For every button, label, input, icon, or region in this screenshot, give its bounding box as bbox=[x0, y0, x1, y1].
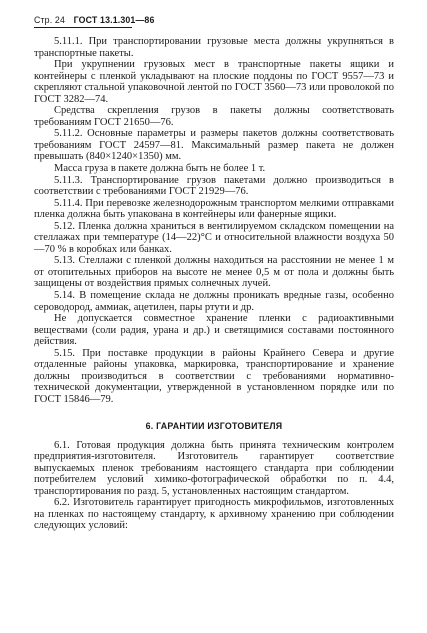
paragraph-5-12: 5.12. Пленка должна храниться в вентилируемом складском помещении на стеллажах при температуре (14—22)°С и относительной влажности воздуха 50—70 % в коробках или банках. bbox=[34, 220, 394, 255]
paragraph-5-11-4: 5.11.4. При перевозке железнодорожным транспортом мелкими отправками пленка должна быть упакована в контейнеры или фанерные ящики. bbox=[34, 197, 394, 221]
paragraph-5-14: 5.14. В помещение склада не должны проникать вредные газы, особенно сероводород, аммиак, ацетилен, пары ртути и др. bbox=[34, 290, 394, 313]
paragraph-5-11-2: 5.11.2. Основные параметры и размеры пакетов должны соответствовать требованиям ГОСТ 24597—81. Максимальный размер пакета не должен превышать (840×1240×1350) мм. bbox=[34, 128, 394, 163]
body-text bbox=[34, 36, 394, 532]
paragraph-6-2: 6.2. Изготовитель гарантирует пригодность микрофильмов, изготовленных на пленках по настоящему стандарту, к архивному хранению при соблюдении следующих условий: bbox=[34, 497, 394, 532]
header-rule bbox=[34, 27, 132, 28]
standard-code: ГОСТ 13.1.301—86 bbox=[73, 15, 155, 25]
paragraph-5-11-3: 5.11.3. Транспортирование грузов пакетами должно производиться в соответствии с требованиями ГОСТ 21929—76. bbox=[34, 174, 394, 198]
paragraph-5-13: 5.13. Стеллажи с пленкой должны находиться на расстоянии не менее 1 м от отопительных приборов на высоте не менее 0,5 м от пола и должны быть защищены от воздействия прямых солнечных лучей. bbox=[34, 255, 394, 290]
paragraph-5-15: 5.15. При поставке продукции в районы Крайнего Севера и другие отдаленные районы упаковка, маркировка, транспортирование и хранение должны производиться в соответствии с требованиями нормативно-технической документации, утвержденной в установленном порядке или по ГОСТ 15846—79. bbox=[34, 347, 394, 405]
paragraph-radioactive: Не допускается совместное хранение пленки с радиоактивными веществами (соли радия, урана и др.) и светящимися составами постоянного действия. bbox=[34, 313, 394, 348]
paragraph-pallets: При укрупнении грузовых мест в транспортные пакеты ящики и контейнеры с пленкой укладывают на плоские поддоны по ГОСТ 9557—73 и скрепляют стальной упаковочной лентой по ГОСТ 3560—73 или проволокой по ГОСТ 3282—74. bbox=[34, 59, 394, 105]
running-header bbox=[34, 15, 155, 25]
paragraph-5-11-1: 5.11.1. При транспортировании грузовые места должны укрупняться в транспортные пакеты. bbox=[34, 36, 394, 59]
paragraph-cargo-mass: Масса груза в пакете должна быть не более 1 т. bbox=[54, 163, 266, 175]
paragraph-fastening: Средства скрепления грузов в пакеты должны соответствовать требованиям ГОСТ 21650—76. bbox=[34, 105, 394, 128]
page-number: Стр. 24 bbox=[34, 15, 65, 25]
section-title: 6. ГАРАНТИИ ИЗГОТОВИТЕЛЯ bbox=[145, 420, 283, 431]
paragraph-6-1: 6.1. Готовая продукция должна быть принята техническим контролем предприятия-изготовителя. Изготовитель гарантирует соответствие выпускаемых пленок требованиям настоящего стандарта при соблюдении потребителем условий химико-фотографической обработки по п. 4.4, транспортирования по разд. 5, установленных настоящим стандартом. bbox=[34, 439, 394, 497]
